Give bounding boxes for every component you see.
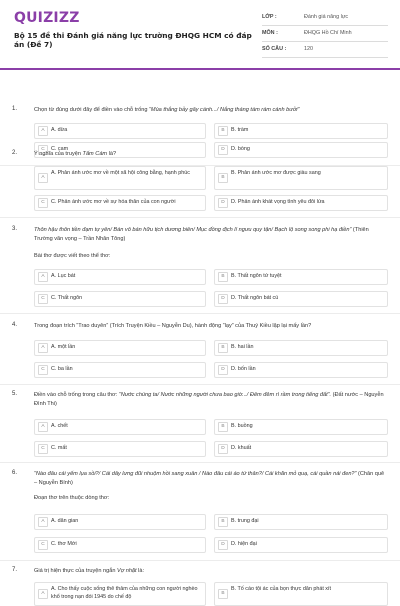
header-divider — [0, 68, 400, 70]
option-2c[interactable] — [34, 195, 206, 211]
question-number: 7. — [12, 567, 18, 573]
question-text — [34, 150, 386, 159]
option-7b[interactable] — [214, 582, 388, 606]
option-6b[interactable] — [214, 514, 388, 530]
option-text: C. Phản ánh ước mơ về sự hóa thân của con người — [51, 199, 176, 205]
question-text-after: (Chân quê – Nguyễn Bính) — [34, 471, 385, 486]
question-number: 2. — [12, 150, 18, 156]
meta-key: SỐ CÂU : — [262, 46, 287, 52]
option-text: C. thơ Mới — [51, 541, 77, 547]
option-text: C. ba lần — [51, 366, 73, 372]
option-2d[interactable] — [214, 195, 388, 211]
option-letter: C — [38, 444, 48, 454]
question-text-italic: Thôn hậu thôn tiền đạm tự yên/ Bán vô bán hữu tịch dương biên/ Mục đồng địch lí ngưu quy tận/ Bạch lộ song song phi hạ điền” — [34, 227, 352, 233]
option-6d[interactable] — [214, 537, 388, 553]
meta-row-count — [262, 42, 388, 58]
option-4a[interactable] — [34, 340, 206, 356]
meta-key: LỚP : — [262, 14, 277, 20]
option-2a[interactable] — [34, 166, 206, 190]
divider — [0, 384, 400, 385]
option-text: B. Tố cáo tội ác của bọn thực dân phát xít — [231, 586, 332, 592]
option-text: B. Phản ánh ước mơ được giàu sang — [231, 170, 321, 176]
question-text-after: là? — [108, 151, 117, 157]
question-subprompt: Đoạn thơ trên thuộc dòng thơ: — [34, 495, 110, 501]
question-number: 1. — [12, 106, 18, 112]
question-text-after: (Thiên Trường vãn vọng – Trần Nhân Tông) — [34, 227, 369, 242]
option-letter: A — [38, 173, 48, 183]
option-4c[interactable] — [34, 362, 206, 378]
divider — [0, 217, 400, 218]
question-text-plain: Giá trị hiện thực của truyện ngắn — [34, 568, 116, 574]
option-letter: B — [218, 343, 228, 353]
divider — [0, 560, 400, 561]
option-7a[interactable] — [34, 582, 206, 606]
option-letter: B — [218, 173, 228, 183]
option-3c[interactable] — [34, 291, 206, 307]
divider — [0, 313, 400, 314]
option-5a[interactable] — [34, 419, 206, 435]
option-letter: B — [218, 422, 228, 432]
question-text-after: (Đất nước – Nguyễn Đình Thi) — [34, 392, 384, 407]
option-text: C. mất — [51, 445, 67, 451]
option-letter: C — [38, 365, 48, 375]
question-number: 6. — [12, 470, 18, 476]
option-letter: A — [38, 126, 48, 136]
option-4d[interactable] — [214, 362, 388, 378]
option-2b[interactable] — [214, 166, 388, 190]
option-letter: D — [218, 145, 228, 155]
option-text: A. một lần — [51, 344, 76, 350]
question-text-italic: “Nào đâu cái yếm lụa sồi?/ Cái dây lưng đũi nhuộm hồi sang xuân / Nào đâu cái áo tứ thân?/ Cái khăn mỏ quạ, cái quần nái đen?” — [34, 471, 357, 477]
meta-table — [262, 10, 388, 58]
question-number: 3. — [12, 226, 18, 232]
divider — [0, 462, 400, 463]
option-letter: C — [38, 294, 48, 304]
question-text — [34, 567, 386, 576]
quizizz-logo: QUIZIZZ — [14, 10, 80, 26]
option-text: C. cam — [51, 146, 69, 152]
option-5c[interactable] — [34, 441, 206, 457]
question-text — [34, 106, 386, 115]
option-text: D. khuất — [231, 445, 252, 451]
question-text — [34, 391, 386, 409]
meta-value: Đánh giá năng lực — [304, 14, 349, 20]
question-text — [34, 470, 386, 488]
option-6c[interactable] — [34, 537, 206, 553]
option-text: D. Phản ánh khát vọng tình yêu đôi lứa — [231, 199, 325, 205]
option-text: C. Thất ngôn — [51, 295, 83, 301]
option-letter: B — [218, 517, 228, 527]
meta-row-subject — [262, 26, 388, 42]
option-letter: D — [218, 444, 228, 454]
meta-value: ĐHQG Hồ Chí Minh — [304, 30, 352, 36]
option-text: A. Cho thấy cuộc sống thê thảm của những con người nghèo khổ trong nạn đói 1945 do chế độ — [51, 586, 198, 600]
option-letter: C — [38, 145, 48, 155]
option-text: D. bòng — [231, 146, 250, 152]
option-text: A. Lục bát — [51, 273, 76, 279]
option-letter: A — [38, 517, 48, 527]
question-number: 4. — [12, 322, 18, 328]
option-text: D. hiện đại — [231, 541, 257, 547]
meta-value: 120 — [304, 46, 313, 52]
document-title: Bộ 15 đề thi Đánh giá năng lực trường ĐHQG HCM có đáp án (Đề 7) — [14, 31, 252, 49]
option-text: A. dừa — [51, 127, 68, 133]
option-text: A. dân gian — [51, 518, 79, 524]
question-text-italic: “Nước chúng ta/ Nước những người chưa bao giờ.../ Đêm đêm rì rầm trong tiếng đất”. — [118, 392, 332, 398]
option-text: A. Phản ánh ước mơ về một xã hội công bằng, hạnh phúc — [51, 170, 190, 176]
option-letter: A — [38, 422, 48, 432]
question-text — [34, 226, 386, 244]
option-text: B. Thất ngôn tứ tuyệt — [231, 273, 282, 279]
question-text: Trong đoạn trích “Trao duyên” (Trích Truyện Kiều – Nguyễn Du), hành động “lạy” của Thuý Kiều lặp lại mấy lần? — [34, 323, 312, 329]
option-4b[interactable] — [214, 340, 388, 356]
option-letter: A — [38, 272, 48, 282]
option-3a[interactable] — [34, 269, 206, 285]
option-1a[interactable] — [34, 123, 206, 139]
option-letter: C — [38, 198, 48, 208]
option-5b[interactable] — [214, 419, 388, 435]
question-number: 5. — [12, 391, 18, 397]
option-text: B. buồng — [231, 423, 253, 429]
option-letter: B — [218, 272, 228, 282]
question-subprompt: Bài thơ được viết theo thể thơ: — [34, 253, 111, 259]
option-text: A. chết — [51, 423, 68, 429]
option-letter: B — [218, 126, 228, 136]
option-letter: C — [38, 540, 48, 550]
option-letter: D — [218, 294, 228, 304]
option-text: B. hai lần — [231, 344, 254, 350]
option-letter: B — [218, 589, 228, 599]
question-text-after: là: — [138, 568, 145, 574]
question-text-italic: Vợ nhặt — [117, 568, 137, 574]
option-text: D. bốn lần — [231, 366, 256, 372]
question-text-italic: Tấm Cám — [82, 151, 108, 157]
question-text-plain: Ý nghĩa của truyện — [34, 151, 81, 157]
meta-row-class — [262, 10, 388, 26]
option-text: D. Thất ngôn bát cú — [231, 295, 279, 301]
option-3b[interactable] — [214, 269, 388, 285]
question-text-italic: “Mùa thắng bảy gãy cánh.../ Nắng tháng tám rám cánh bưởi” — [149, 107, 300, 113]
option-letter: A — [38, 343, 48, 353]
option-letter: A — [38, 589, 48, 599]
option-letter: D — [218, 365, 228, 375]
meta-key: MÔN : — [262, 30, 278, 36]
option-6a[interactable] — [34, 514, 206, 530]
question-text-plain: Chọn từ đúng dưới đây để điền vào chỗ trống — [34, 107, 148, 113]
option-5d[interactable] — [214, 441, 388, 457]
option-3d[interactable] — [214, 291, 388, 307]
document-header — [0, 0, 400, 62]
option-1b[interactable] — [214, 123, 388, 139]
option-text: B. trung đại — [231, 518, 259, 524]
option-letter: D — [218, 540, 228, 550]
option-letter: D — [218, 198, 228, 208]
question-text-plain: Điền vào chỗ trống trong câu thơ: — [34, 392, 118, 398]
option-text: B. tràm — [231, 127, 249, 133]
